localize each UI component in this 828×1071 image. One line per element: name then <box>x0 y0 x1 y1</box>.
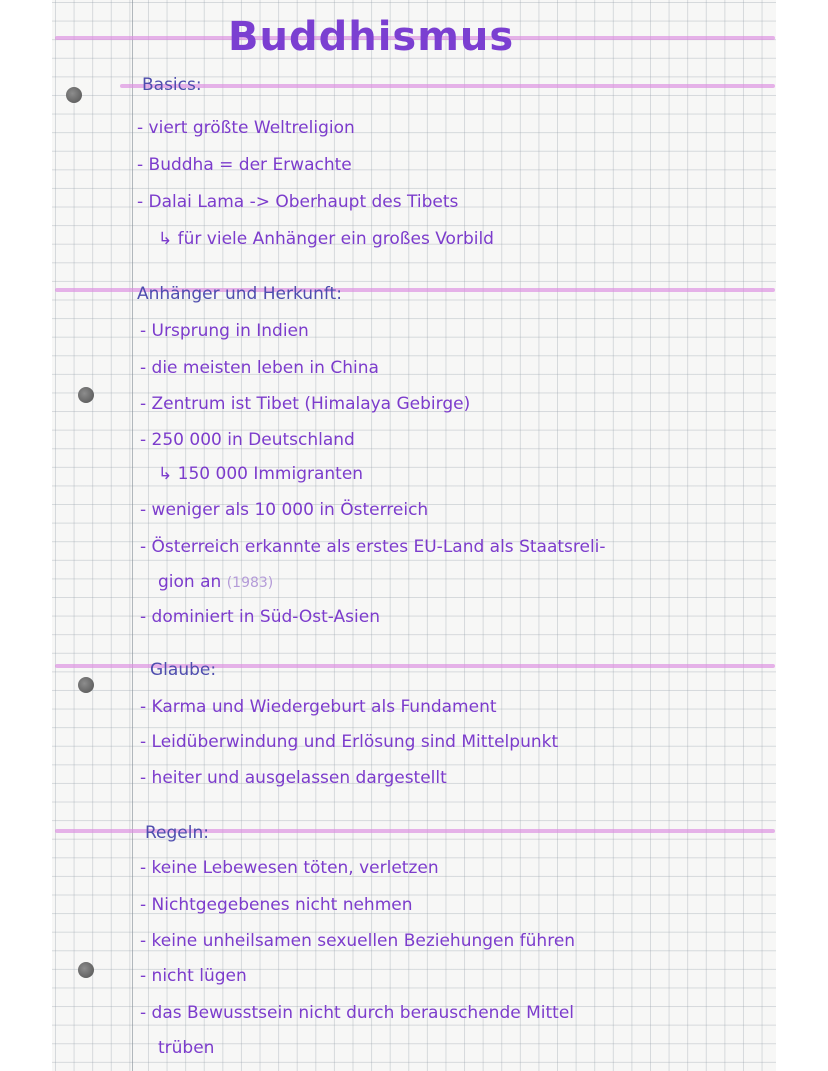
note-line: - Leidüberwindung und Erlösung sind Mittelpunkt <box>140 732 559 752</box>
note-line: ↳ 150 000 Immigranten <box>158 464 364 484</box>
punch-hole-3 <box>78 677 94 693</box>
note-text: gion an <box>158 572 222 592</box>
note-line: trüben <box>158 1038 215 1058</box>
section-heading-herkunft: Anhänger und Herkunft: <box>137 284 342 304</box>
page-title: Buddhismus <box>228 14 515 60</box>
page-left-edge <box>0 0 52 1071</box>
basics-highlight <box>120 84 775 88</box>
note-line: - Österreich erkannte als erstes EU-Land als Staatsreli- <box>140 537 606 557</box>
note-line: - nicht lügen <box>140 966 247 986</box>
section-heading-basics: Basics: <box>142 75 202 95</box>
section-heading-regeln: Regeln: <box>145 823 209 843</box>
note-line: - die meisten leben in China <box>140 358 379 378</box>
note-line <box>158 572 273 592</box>
note-line: - 250 000 in Deutschland <box>140 430 355 450</box>
punch-hole-4 <box>78 962 94 978</box>
section-heading-glaube: Glaube: <box>150 660 217 680</box>
note-line: - viert größte Weltreligion <box>137 118 355 138</box>
note-line: - Karma und Wiedergeburt als Fundament <box>140 697 497 717</box>
note-line: - Nichtgegebenes nicht nehmen <box>140 895 413 915</box>
note-line: - weniger als 10 000 in Österreich <box>140 500 429 520</box>
note-line: - heiter und ausgelassen dargestellt <box>140 768 447 788</box>
note-line: - Dalai Lama -> Oberhaupt des Tibets <box>137 192 459 212</box>
page-right-edge <box>776 0 828 1071</box>
note-line: - Zentrum ist Tibet (Himalaya Gebirge) <box>140 394 471 414</box>
margin-line <box>132 0 133 1071</box>
year-note: (1983) <box>226 575 274 591</box>
note-line: - dominiert in Süd-Ost-Asien <box>140 607 381 627</box>
punch-hole-1 <box>66 87 82 103</box>
note-line: ↳ für viele Anhänger ein großes Vorbild <box>158 229 494 249</box>
note-line: - Buddha = der Erwachte <box>137 155 352 175</box>
note-line: - das Bewusstsein nicht durch berauschende Mittel <box>140 1003 574 1023</box>
note-line: - Ursprung in Indien <box>140 321 309 341</box>
note-line: - keine Lebewesen töten, verletzen <box>140 858 439 878</box>
note-line: - keine unheilsamen sexuellen Beziehungen führen <box>140 931 576 951</box>
punch-hole-2 <box>78 387 94 403</box>
